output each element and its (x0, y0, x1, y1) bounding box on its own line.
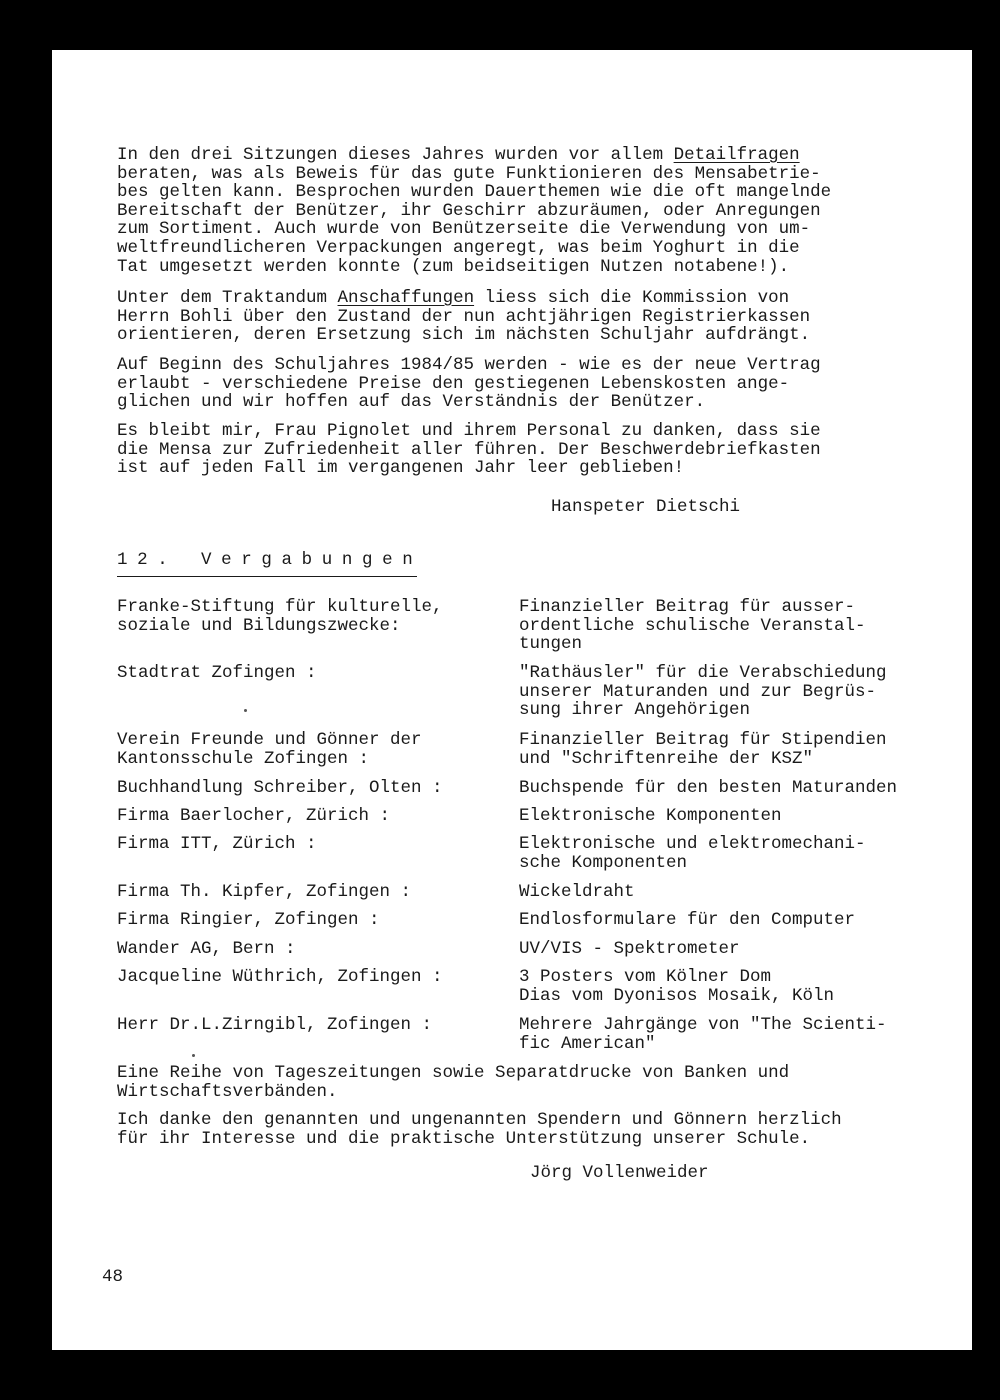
donation-description: UV/VIS - Spektrometer (519, 939, 740, 959)
donation-description: Finanzieller Beitrag für ausser- ordentliche schulische Veranstal- tungen (519, 597, 866, 655)
donor-name: Wander AG, Bern : (117, 939, 296, 959)
donation-description: Finanzieller Beitrag für Stipendien und "Schriftenreihe der KSZ" (519, 730, 887, 769)
donation-description: Mehrere Jahrgänge von "The Scienti- fic American" (519, 1015, 887, 1054)
donor-name: Herr Dr.L.Zirngibl, Zofingen : (117, 1015, 433, 1035)
donor-name: Jacqueline Wüthrich, Zofingen : (117, 967, 443, 987)
heading-underline (117, 576, 417, 577)
donation-description: "Rathäusler" für die Verabschiedung unserer Maturanden und zur Begrüs- sung ihrer Angehörigen (519, 663, 887, 721)
paragraph-text: liess sich die Kommission von (474, 288, 790, 308)
donation-description: Elektronische Komponenten (519, 806, 782, 826)
donation-description: Wickeldraht (519, 882, 635, 902)
paragraph-acquisitions (117, 289, 810, 345)
donor-name: Firma Baerlocher, Zürich : (117, 806, 391, 826)
scan-speck (244, 709, 247, 712)
paragraph-detail-questions (117, 146, 831, 276)
underlined-keyword: Anschaffungen (337, 288, 475, 308)
donor-name: Franke-Stiftung für kulturelle, soziale und Bildungszwecke: (117, 597, 443, 636)
donation-description: Buchspende für den besten Maturanden (519, 778, 898, 798)
donation-description: Elektronische und elektromechani- sche Komponenten (519, 834, 866, 873)
signature-dietschi: Hanspeter Dietschi (551, 497, 741, 517)
paragraph-newspapers: Eine Reihe von Tageszeitungen sowie Separatdrucke von Banken und Wirtschaftsverbänden. (117, 1063, 790, 1102)
donor-name: Firma ITT, Zürich : (117, 834, 317, 854)
donation-description: 3 Posters vom Kölner Dom Dias vom Dyonisos Mosaik, Köln (519, 967, 835, 1006)
paragraph-prices: Auf Beginn des Schuljahres 1984/85 werden - wie es der neue Vertrag erlaubt - verschiedene Preise den gestiegenen Lebenskosten ange- glichen und wir hoffen auf das Verständnis der Benützer. (117, 355, 821, 413)
scan-speck (192, 1054, 195, 1057)
paragraph-thanks: Es bleibt mir, Frau Pignolet und ihrem Personal zu danken, dass sie die Mensa zur Zufriedenheit aller führen. Der Beschwerdebriefkasten ist auf jeden Fall im vergangenen Jahr leer geblieben! (117, 421, 821, 479)
donor-name: Firma Th. Kipfer, Zofingen : (117, 882, 412, 902)
signature-vollenweider: Jörg Vollenweider (530, 1163, 709, 1183)
donor-name: Firma Ringier, Zofingen : (117, 910, 380, 930)
paragraph-text: In den drei Sitzungen dieses Jahres wurden vor allem (117, 145, 674, 165)
section-heading: 12. Vergabungen (117, 550, 423, 570)
paragraph-text: Unter dem Traktandum (117, 288, 338, 308)
donation-description: Endlosformulare für den Computer (519, 910, 856, 930)
paragraph-closing-thanks: Ich danke den genannten und ungenannten Spendern und Gönnern herzlich für ihr Interesse und die praktische Unterstützung unserer Schule. (117, 1110, 842, 1149)
donor-name: Buchhandlung Schreiber, Olten : (117, 778, 443, 798)
donor-name: Stadtrat Zofingen : (117, 663, 317, 683)
donor-name: Verein Freunde und Gönner der Kantonsschule Zofingen : (117, 730, 422, 769)
page-number: 48 (102, 1267, 124, 1287)
underlined-keyword: Detailfragen (673, 145, 800, 165)
paragraph-text: Herrn Bohli über den Zustand der nun achtjährigen Registrierkassen orientieren, deren Ersetzung sich im nächsten Schuljahr aufdrängt. (117, 306, 811, 346)
paragraph-text: beraten, was als Beweis für das gute Funktionieren des Mensabetrie- bes gelten kann. Besprochen wurden Dauerthemen wie die oft mangelnde Bereitschaft der Benützer, ihr Geschirr abzuräumen, oder Anregungen zum Sortiment. Auch wurde von Benützerseite die Verwendung von um- weltfreundlicheren Verpackungen angeregt, was beim Yoghurt in die Tat umgesetzt werden konnte (zum beidseitigen Nutzen notabene!). (117, 163, 832, 277)
